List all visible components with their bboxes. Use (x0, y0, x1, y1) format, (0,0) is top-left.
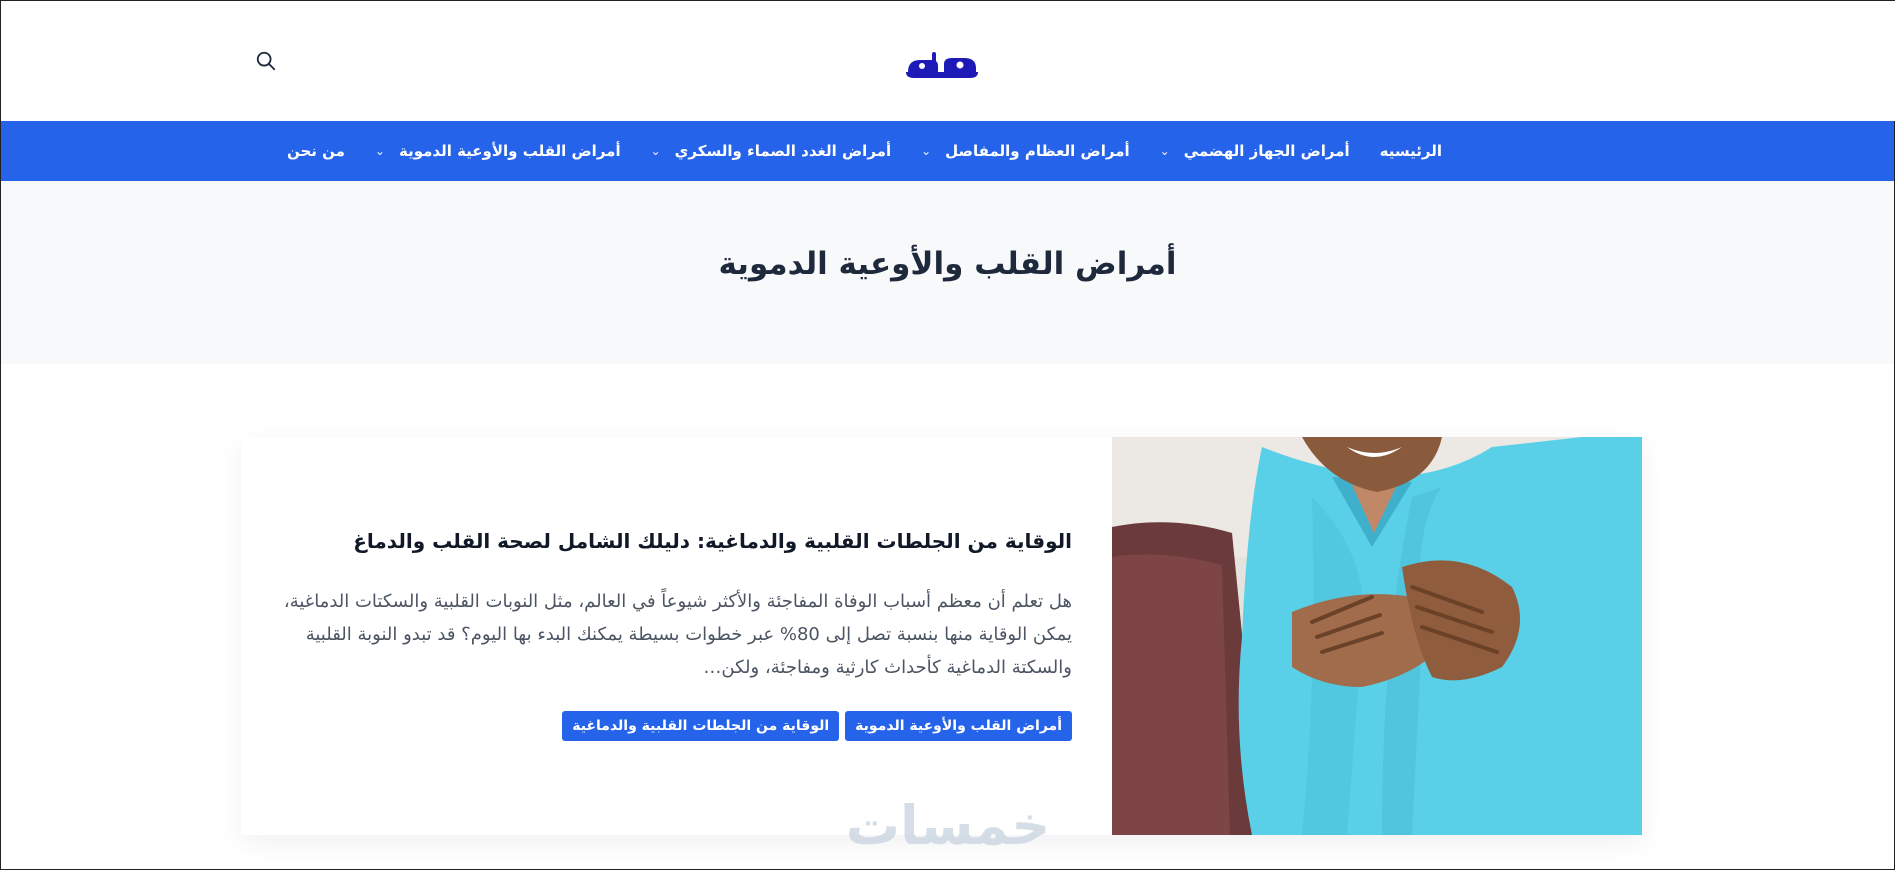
nav-list (287, 121, 1442, 181)
nav-item-2[interactable] (921, 142, 1130, 160)
nav-item-label: من نحن (286, 142, 345, 160)
post-excerpt: هل تعلم أن معظم أسباب الوفاة المفاجئة والأكثر شيوعاً في العالم، مثل النوبات القلبية والسكتات الدماغية، يمكن الوقاية منها بنسبة تصل إلى 80% عبر خطوات بسيطة يمكنك البدء بها اليوم؟ قد تبدو النوبة القلبية والسكتة الدماغية كأحداث كارثية ومفاجئة، ولكن… (283, 591, 1072, 678)
man-holding-chest-photo (1112, 437, 1642, 835)
nav-item-label: أمراض القلب والأوعية الدموية (398, 142, 621, 160)
search-button[interactable] (251, 50, 277, 76)
logo-mark (904, 46, 980, 82)
nav-item-1[interactable] (1160, 142, 1350, 160)
post-title[interactable]: الوقاية من الجلطات القلبية والدماغية: دليلك الشامل لصحة القلب والدماغ (353, 529, 1072, 553)
post-thumbnail[interactable] (1112, 437, 1642, 835)
chevron-down-icon[interactable]: ⌄ (650, 144, 661, 158)
chevron-down-icon[interactable]: ⌄ (374, 144, 385, 158)
post-tags (562, 711, 1072, 741)
nav-item-label: أمراض العظام والمفاصل (945, 142, 1130, 160)
post-tag[interactable]: أمراض القلب والأوعية الدموية (845, 711, 1072, 741)
site-logo[interactable] (904, 46, 980, 82)
page-title: أمراض القلب والأوعية الدموية (718, 246, 1177, 282)
nav-item-label: الرئيسيه (1379, 142, 1442, 160)
nav-item-4[interactable] (375, 142, 621, 160)
nav-item-3[interactable] (651, 142, 892, 160)
nav-item-0[interactable] (1380, 142, 1442, 160)
nav-item-label: أمراض الجهاز الهضمي (1183, 142, 1350, 160)
site-header (1, 1, 1895, 121)
nav-item-5[interactable] (287, 142, 345, 160)
main-nav (1, 121, 1894, 181)
chevron-down-icon[interactable]: ⌄ (921, 144, 932, 158)
watermark: خمسات (845, 794, 1051, 857)
post-content (282, 437, 1072, 835)
category-header (1, 181, 1894, 364)
search-icon (255, 50, 277, 72)
chevron-down-icon[interactable]: ⌄ (1159, 144, 1170, 158)
post-tag[interactable]: الوقاية من الجلطات القلبية والدماغية (562, 711, 839, 741)
nav-item-label: أمراض الغدد الصماء والسكري (674, 142, 892, 160)
post-card (241, 437, 1642, 835)
